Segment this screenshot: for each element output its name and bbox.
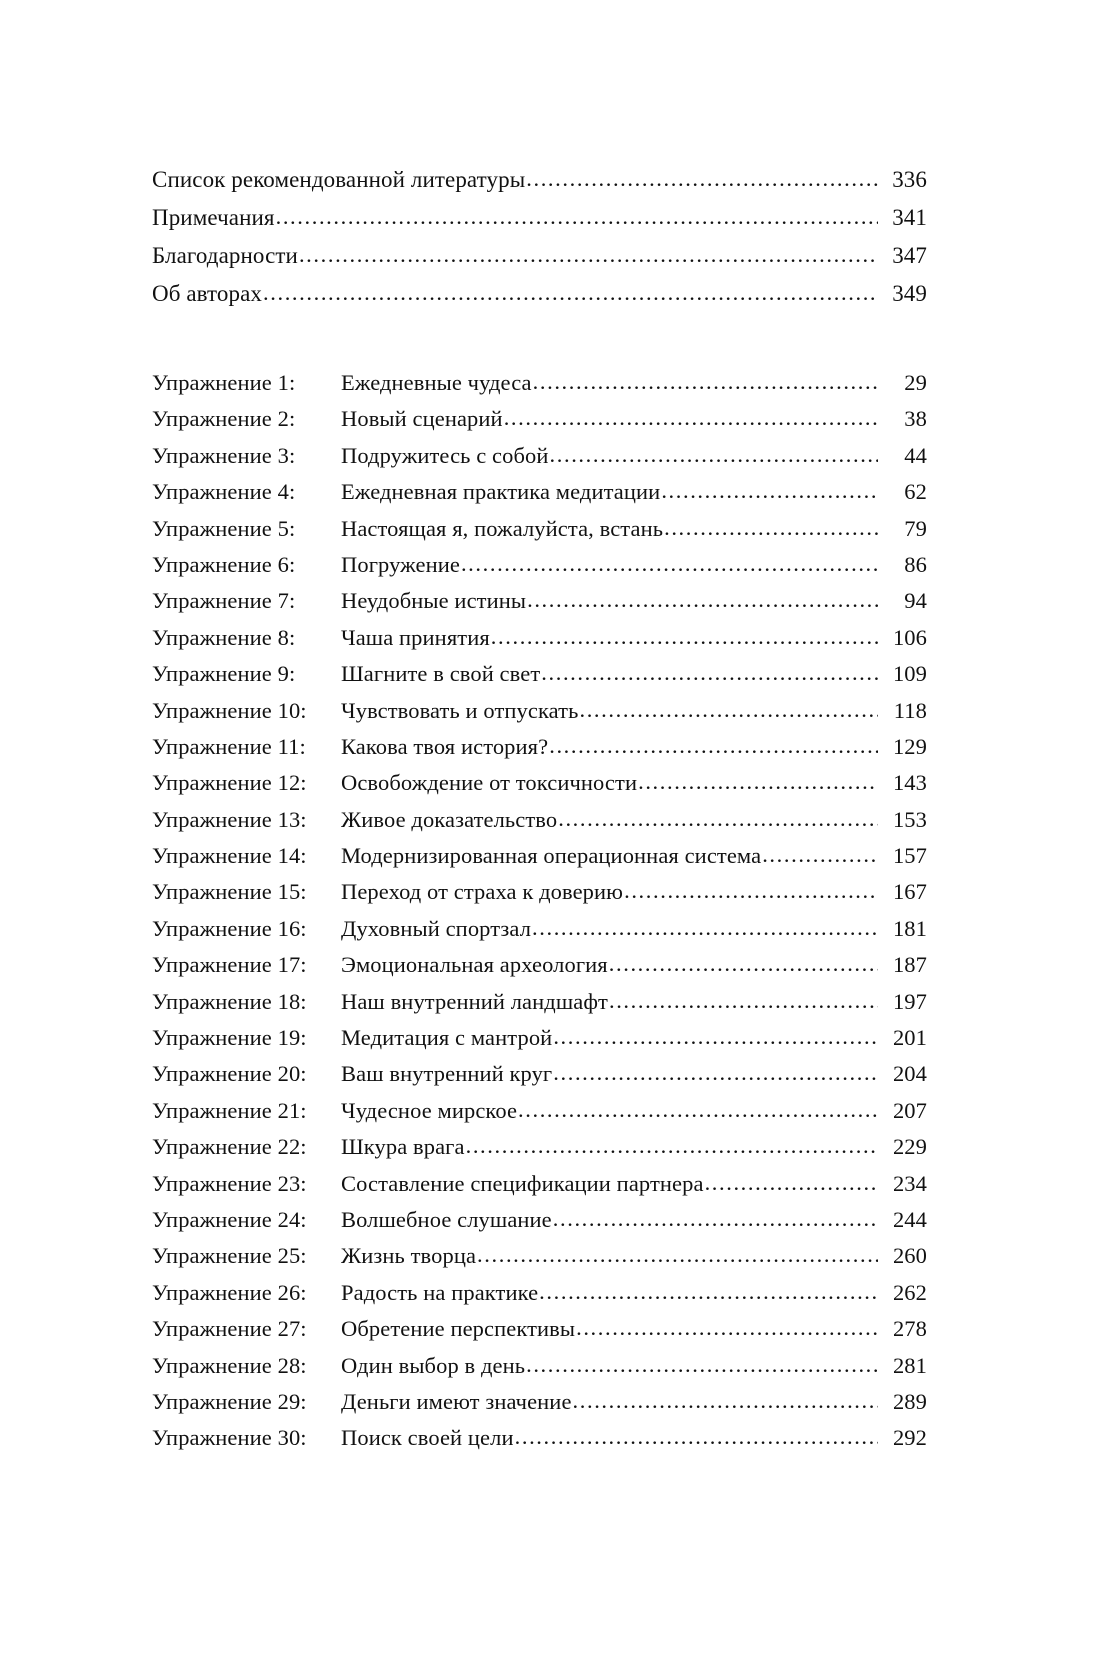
toc-entry[interactable]: [152, 1136, 927, 1172]
dot-leader: [515, 1426, 878, 1449]
toc-entry-label: Упражнение 25:: [152, 1243, 307, 1269]
dot-leader: [553, 1062, 878, 1085]
toc-entry-title: Ваш внутренний круг: [341, 1061, 553, 1087]
toc-entry-label: Упражнение 7:: [152, 588, 296, 614]
toc-entry-label: Упражнение 21:: [152, 1097, 307, 1123]
toc-entry[interactable]: [152, 1170, 927, 1209]
toc-entry-page-number: 109: [892, 661, 927, 687]
toc-entry[interactable]: [152, 590, 927, 626]
toc-entry-label: Упражнение 27:: [152, 1316, 307, 1342]
toc-group-front-matter: [152, 168, 927, 320]
dot-leader: [609, 953, 878, 976]
toc-entry[interactable]: [152, 915, 927, 954]
toc-entry-label: Упражнение 17:: [152, 952, 307, 978]
toc-entry[interactable]: [152, 1245, 927, 1281]
toc-entry[interactable]: [152, 881, 927, 917]
toc-entry[interactable]: [152, 408, 927, 444]
dot-leader: [558, 808, 878, 831]
toc-entry[interactable]: [152, 1318, 927, 1354]
toc-entry-title: Чувствовать и отпускать: [341, 697, 579, 723]
toc-entry-title: Обретение перспективы: [341, 1316, 576, 1342]
toc-entry-label: Упражнение 2:: [152, 406, 296, 432]
toc-entry-title: Радость на практике: [341, 1279, 539, 1305]
dot-leader: [579, 699, 878, 722]
toc-entry-page-number: 181: [892, 915, 927, 941]
toc-entry-title: Освобождение от токсичности: [341, 770, 638, 796]
toc-entry-title: Составление спецификации партнера: [341, 1170, 704, 1196]
toc-entry-label: Упражнение 4:: [152, 479, 296, 505]
dot-leader: [477, 1244, 878, 1267]
toc-entry[interactable]: [152, 733, 927, 772]
dot-leader: [541, 662, 878, 685]
toc-entry-page-number: 341: [892, 205, 927, 230]
toc-entry-title: Благодарности: [152, 243, 298, 268]
dot-leader: [527, 589, 878, 612]
toc-entry[interactable]: [152, 806, 927, 845]
toc-entry-page-number: 207: [892, 1097, 927, 1123]
toc-entry-title: Волшебное слушание: [341, 1206, 552, 1232]
toc-entry[interactable]: [152, 206, 927, 244]
toc-entry-page-number: 94: [904, 588, 927, 614]
toc-entry-title: Духовный спортзал: [341, 915, 532, 941]
toc-entry-title: Деньги имеют значение: [341, 1388, 572, 1414]
toc-entry[interactable]: [152, 515, 927, 554]
toc-entry-label: Упражнение 28:: [152, 1352, 307, 1378]
dot-leader: [638, 771, 878, 794]
toc-entry-title: Новый сценарий: [341, 406, 503, 432]
dot-leader: [609, 990, 878, 1013]
toc-entry[interactable]: [152, 168, 927, 206]
toc-entry-page-number: 118: [893, 697, 927, 723]
toc-entry-title: Эмоциональная археология: [341, 952, 608, 978]
toc-entry-title: Живое доказательство: [341, 806, 558, 832]
toc-entry-page-number: 336: [892, 167, 927, 192]
toc-entry-page-number: 44: [904, 442, 927, 468]
toc-entry-title: Медитация с мантрой: [341, 1025, 553, 1051]
toc-entry[interactable]: [152, 954, 927, 990]
toc-entry-title: Подружитесь с собой: [341, 442, 549, 468]
toc-entry-page-number: 62: [904, 479, 927, 505]
dot-leader: [491, 626, 878, 649]
toc-entry-title: Жизнь творца: [341, 1243, 477, 1269]
toc-entry-page-number: 79: [904, 515, 927, 541]
toc-entry-title: Чудесное мирское: [341, 1097, 518, 1123]
toc-entry[interactable]: [152, 372, 927, 408]
toc-entry-page-number: 106: [892, 624, 927, 650]
dot-leader: [573, 1390, 878, 1413]
toc-entry-page-number: 292: [892, 1425, 927, 1451]
toc-entry-page-number: 281: [892, 1352, 927, 1378]
toc-entry-page-number: 157: [892, 843, 927, 869]
dot-leader: [532, 917, 878, 940]
toc-group-exercises: [152, 372, 927, 1464]
toc-entry-label: Упражнение 12:: [152, 770, 307, 796]
toc-entry-title: Наш внутренний ландшафт: [341, 988, 608, 1014]
dot-leader: [553, 1026, 878, 1049]
toc-entry-label: Упражнение 1:: [152, 370, 296, 395]
toc-entry-title: Один выбор в день: [341, 1352, 526, 1378]
toc-entry-label: Упражнение 26:: [152, 1279, 307, 1305]
toc-entry-title: Переход от страха к доверию: [341, 879, 624, 905]
table-of-contents: [152, 168, 927, 1464]
toc-entry-title: Настоящая я, пожалуйста, встань: [341, 515, 664, 541]
toc-entry-label: Упражнение 11:: [152, 733, 306, 759]
toc-entry-title: Модернизированная операционная система: [341, 843, 762, 869]
toc-entry-title: Шагните в свой свет: [341, 661, 541, 687]
dot-leader: [539, 1281, 878, 1304]
toc-entry-label: Упражнение 9:: [152, 661, 296, 687]
toc-entry-page-number: 29: [904, 370, 927, 395]
dot-leader: [664, 517, 878, 540]
dot-leader: [550, 444, 878, 467]
toc-entry[interactable]: [152, 1027, 927, 1063]
toc-entry[interactable]: [152, 442, 927, 481]
toc-entry[interactable]: [152, 244, 927, 282]
toc-entry[interactable]: [152, 1352, 927, 1391]
toc-entry-label: Упражнение 15:: [152, 879, 307, 905]
toc-entry-page-number: 234: [892, 1170, 927, 1196]
toc-entry-title: Список рекомендованной литературы: [152, 167, 526, 192]
toc-entry-label: Упражнение 13:: [152, 806, 307, 832]
toc-entry-page-number: 349: [892, 281, 927, 306]
toc-entry-title: Об авторах: [152, 281, 263, 306]
toc-entry-label: Упражнение 8:: [152, 624, 296, 650]
toc-entry-label: Упражнение 19:: [152, 1025, 307, 1051]
dot-leader: [466, 1135, 878, 1158]
dot-leader: [705, 1172, 878, 1195]
toc-entry-page-number: 260: [892, 1243, 927, 1269]
toc-entry[interactable]: [152, 481, 927, 517]
toc-entry-page-number: 278: [892, 1316, 927, 1342]
dot-leader: [553, 1208, 878, 1231]
toc-entry-page-number: 347: [892, 243, 927, 268]
toc-entry-label: Упражнение 14:: [152, 843, 307, 869]
toc-entry-page-number: 153: [892, 806, 927, 832]
toc-entry-page-number: 143: [892, 770, 927, 796]
toc-entry-page-number: 129: [892, 733, 927, 759]
toc-entry-title: Ежедневная практика медитации: [341, 479, 661, 505]
toc-entry-label: Упражнение 5:: [152, 515, 296, 541]
toc-entry[interactable]: [152, 1279, 927, 1318]
toc-entry-page-number: 38: [904, 406, 927, 432]
dot-leader: [276, 206, 878, 229]
toc-entry[interactable]: [152, 988, 927, 1027]
dot-leader: [526, 1354, 878, 1377]
toc-entry[interactable]: [152, 624, 927, 663]
toc-entry-title: Примечания: [152, 205, 275, 230]
toc-entry[interactable]: [152, 551, 927, 590]
toc-entry[interactable]: [152, 772, 927, 808]
toc-entry-label: Упражнение 3:: [152, 442, 296, 468]
toc-entry-title: Неудобные истины: [341, 588, 527, 614]
toc-entry[interactable]: [152, 1206, 927, 1245]
toc-entry-title: Поиск своей цели: [341, 1425, 514, 1451]
toc-entry[interactable]: [152, 1063, 927, 1099]
toc-entry-label: Упражнение 24:: [152, 1206, 307, 1232]
toc-entry-title: Чаша принятия: [341, 624, 490, 650]
toc-entry-page-number: 167: [892, 879, 927, 905]
dot-leader: [504, 407, 878, 430]
toc-entry[interactable]: [152, 1427, 927, 1463]
toc-entry-label: Упражнение 18:: [152, 988, 307, 1014]
toc-entry[interactable]: [152, 1097, 927, 1136]
dot-leader: [549, 735, 878, 758]
dot-leader: [661, 480, 878, 503]
dot-leader: [263, 282, 878, 305]
toc-entry-page-number: 289: [892, 1388, 927, 1414]
dot-leader: [526, 168, 878, 191]
toc-entry-label: Упражнение 20:: [152, 1061, 307, 1087]
toc-entry[interactable]: [152, 845, 927, 881]
toc-entry-label: Упражнение 10:: [152, 697, 307, 723]
toc-entry-label: Упражнение 29:: [152, 1388, 307, 1414]
toc-entry[interactable]: [152, 1388, 927, 1427]
toc-entry-page-number: 86: [904, 551, 927, 577]
toc-entry-page-number: 197: [892, 988, 927, 1014]
toc-entry-label: Упражнение 22:: [152, 1134, 307, 1160]
toc-entry-page-number: 204: [892, 1061, 927, 1087]
toc-entry-page-number: 244: [892, 1206, 927, 1232]
dot-leader: [533, 371, 878, 394]
toc-entry-title: Какова твоя история?: [341, 733, 549, 759]
toc-entry[interactable]: [152, 663, 927, 699]
toc-entry-label: Упражнение 23:: [152, 1170, 307, 1196]
toc-entry-title: Шкура врага: [341, 1134, 465, 1160]
toc-entry-label: Упражнение 30:: [152, 1425, 307, 1451]
toc-entry-title: Погружение: [341, 551, 460, 577]
toc-entry-label: Упражнение 16:: [152, 915, 307, 941]
dot-leader: [624, 880, 878, 903]
dot-leader: [576, 1317, 878, 1340]
dot-leader: [299, 244, 878, 267]
toc-entry-title: Ежедневные чудеса: [341, 370, 532, 395]
group-separator: [152, 320, 927, 372]
toc-entry-label: Упражнение 6:: [152, 551, 296, 577]
toc-entry[interactable]: [152, 282, 927, 320]
toc-entry-page-number: 187: [892, 952, 927, 978]
toc-entry-page-number: 229: [892, 1134, 927, 1160]
dot-leader: [518, 1099, 878, 1122]
dot-leader: [762, 844, 878, 867]
dot-leader: [461, 553, 878, 576]
toc-entry[interactable]: [152, 697, 927, 736]
toc-entry-page-number: 262: [892, 1279, 927, 1305]
toc-entry-page-number: 201: [892, 1025, 927, 1051]
